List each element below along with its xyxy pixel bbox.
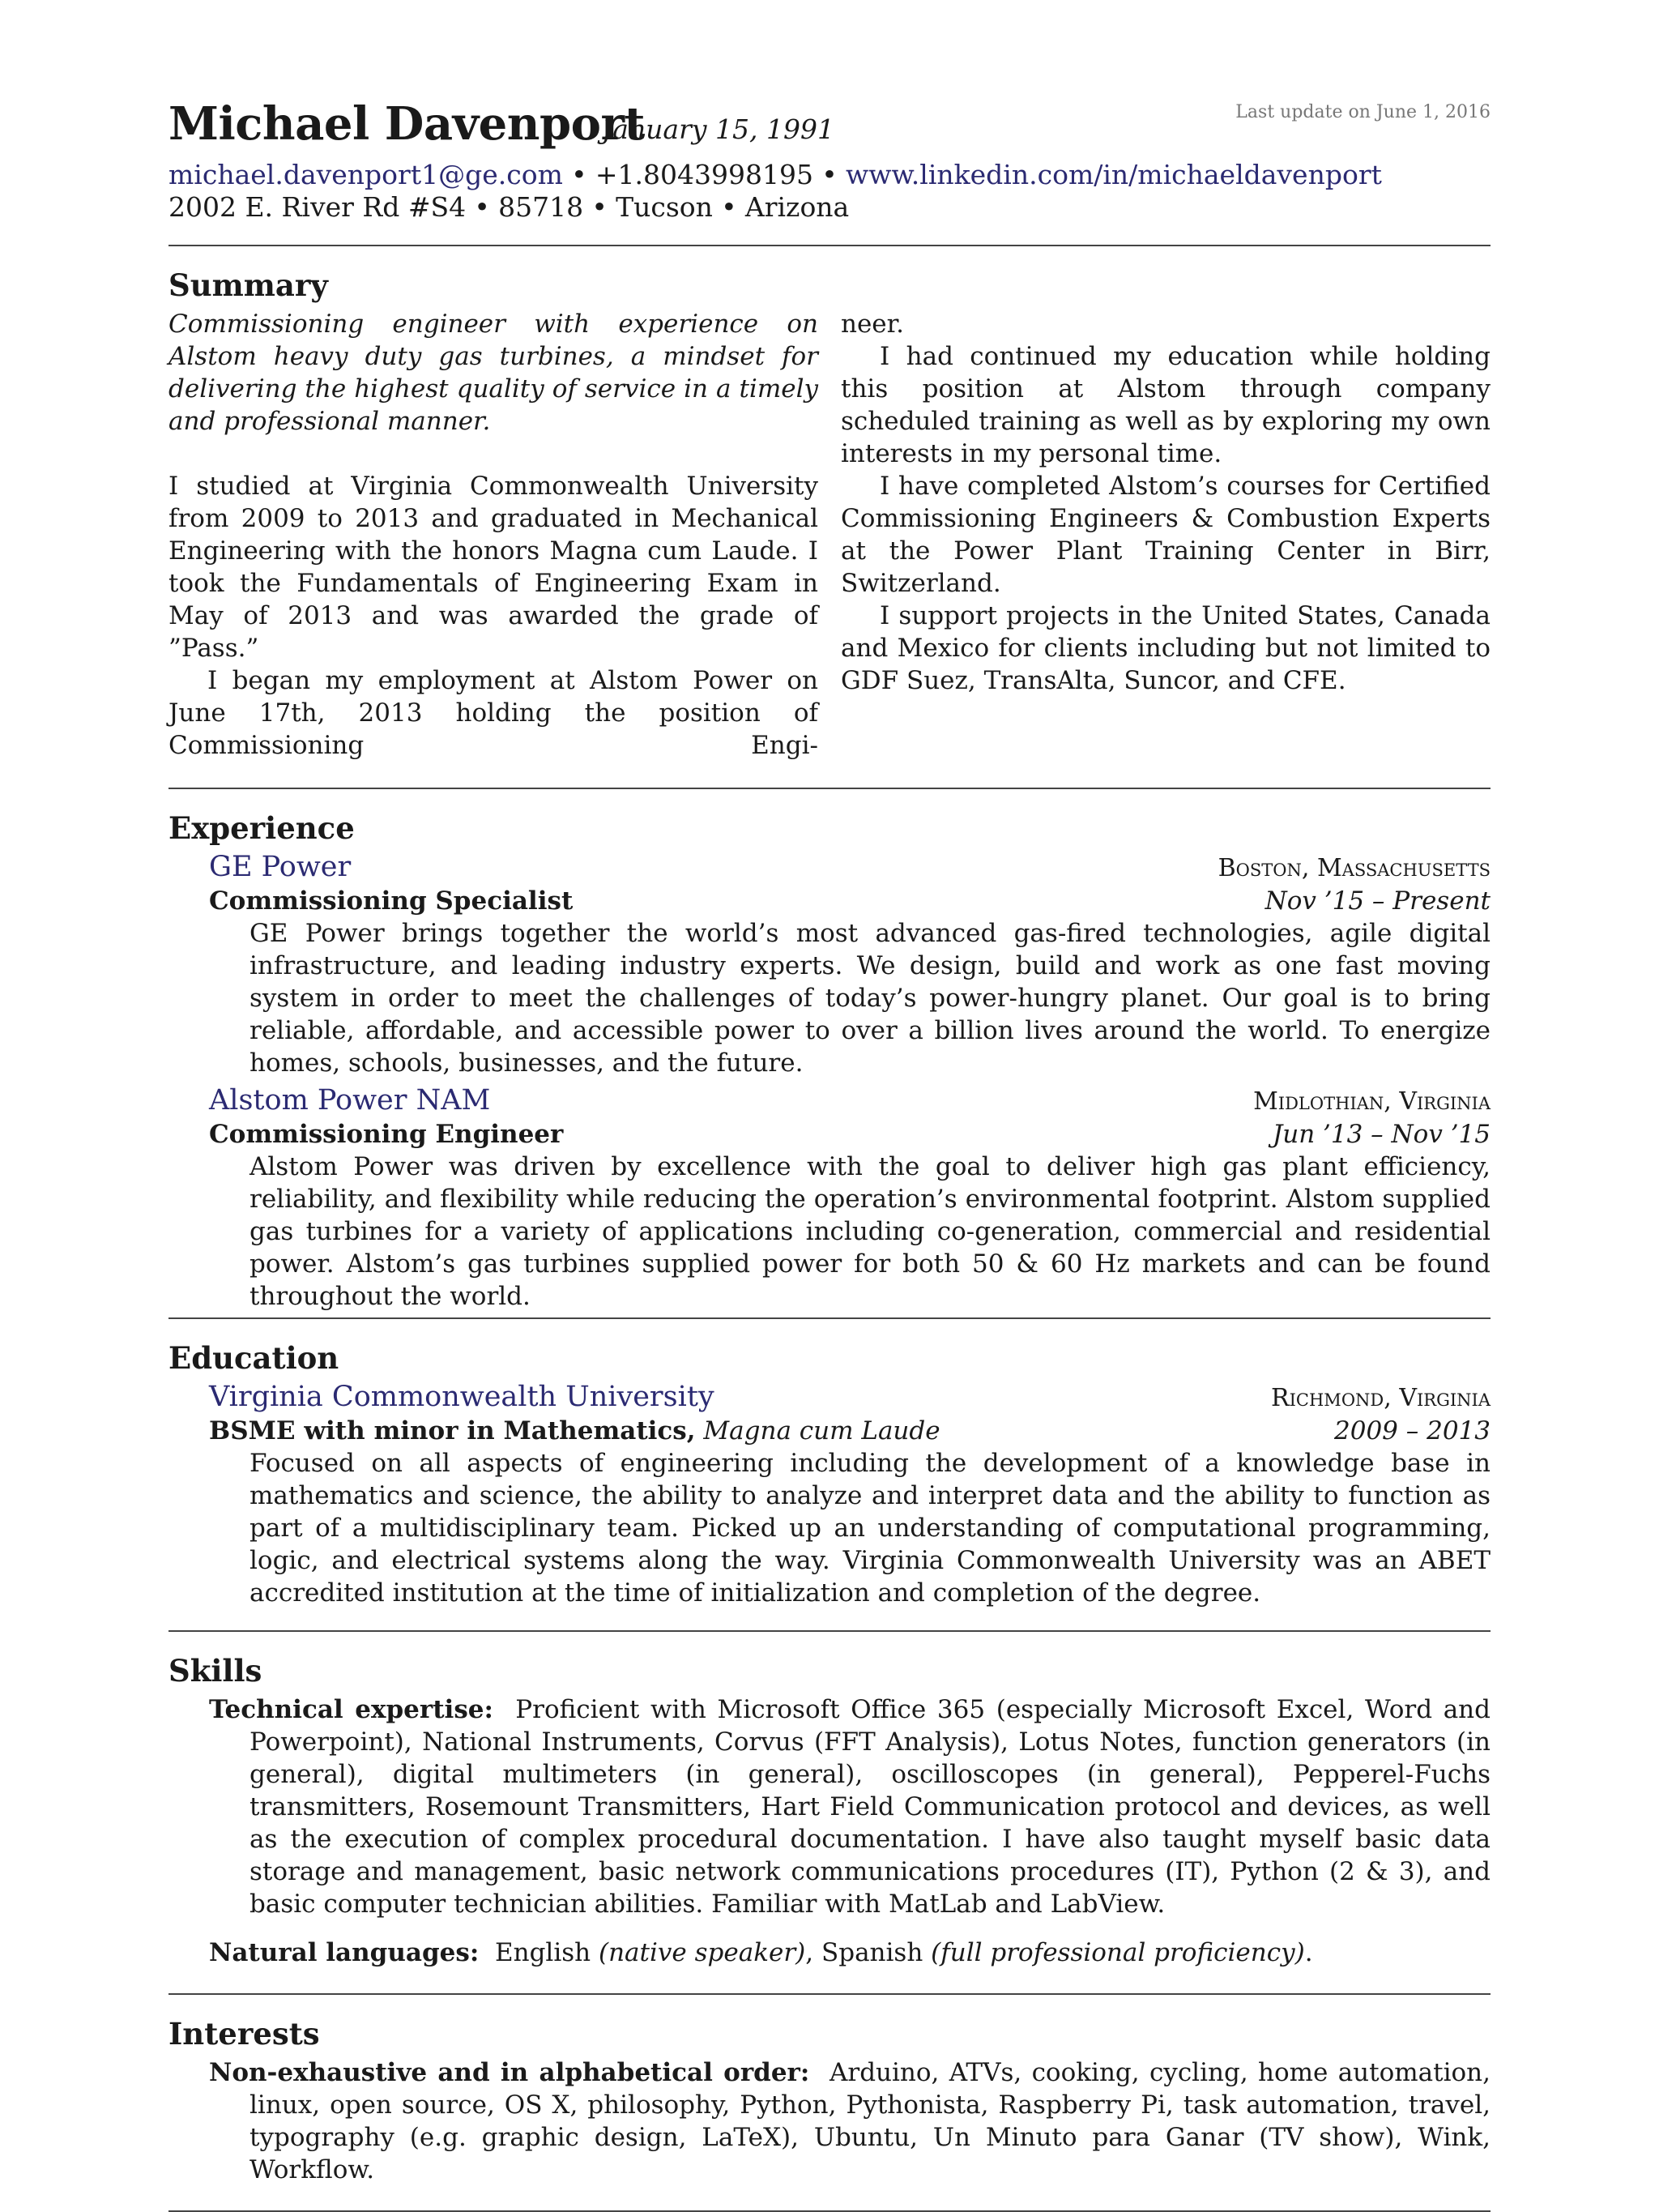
language-2: Spanish <box>821 1938 923 1967</box>
role-row <box>209 1118 1491 1151</box>
summary-paragraph: neer. <box>841 310 904 339</box>
summary-lead: Commissioning engineer with experience on Alstom heavy duty gas turbines, a mindset for delivering the highest quality of service in a timely and professional manner. <box>168 310 818 436</box>
company-name[interactable]: GE Power <box>209 851 352 883</box>
company-name[interactable]: Alstom Power NAM <box>209 1084 491 1117</box>
company-location: Boston, Massachusetts <box>1218 854 1491 882</box>
contact-line <box>168 159 1491 191</box>
job-title: Commissioning Engineer <box>209 1120 564 1149</box>
honors: Magna cum Laude <box>703 1416 940 1445</box>
degree: BSME with minor in Mathematics, <box>209 1416 696 1445</box>
bullet-separator: • <box>821 159 838 190</box>
summary-paragraph: I support projects in the United States, Canada and Mexico for clients including but not limited to GDF Suez, TransAlta, Suncor, and CFE. <box>841 601 1491 695</box>
bullet-separator: • <box>591 191 608 223</box>
section-title-education: Education <box>168 1340 339 1376</box>
role-row <box>209 885 1491 917</box>
job-title: Commissioning Specialist <box>209 886 574 916</box>
date-of-birth: January 15, 1991 <box>602 113 834 145</box>
job-description: GE Power brings together the world’s most advanced gas-fired technologies, agile digital infrastructure, and leading industry experts. We design, build and work as one fast moving system in order to meet the challenges of today’s power-hungry planet. Our goal is to bring reliable, affordable, and accessible power to over a billion lives around the world. To energize homes, schools, businesses, and the future. <box>249 919 1491 1078</box>
state: Arizona <box>744 191 850 223</box>
section-title-skills: Skills <box>168 1653 262 1689</box>
section-title-experience: Experience <box>168 810 355 846</box>
summary-body <box>168 308 1491 762</box>
phone-number: +1.8043998195 <box>595 159 813 190</box>
skill-label: Natural languages: <box>209 1938 480 1967</box>
person-name: Michael Davenport <box>168 97 645 151</box>
job-description: Alstom Power was driven by excellence with the goal to deliver high gas plant efficiency, reliability, and flexibility while reducing the operation’s environmental footprint. Alstom supplied gas turbines for a variety of applications including co-generation, commercial and residential power. Alstom’s gas turbines supplied power for both 50 & 60 Hz markets and can be found throughout the world. <box>249 1152 1491 1311</box>
summary-left-column <box>168 308 818 762</box>
language-1-level: (native speaker) <box>599 1938 806 1967</box>
email-link[interactable]: michael.davenport1@ge.com <box>168 159 563 190</box>
summary-right-column <box>841 308 1491 762</box>
bullet-separator: • <box>474 191 490 223</box>
interests-list <box>209 2056 1491 2186</box>
skill-languages: Natural languages: English (native speaker), Spanish (full professional proficiency). <box>209 1938 1313 1967</box>
bullet-separator: • <box>721 191 737 223</box>
job-dates: Nov ’15 – Present <box>1265 886 1491 916</box>
school-location: Richmond, Virginia <box>1271 1384 1491 1412</box>
header <box>168 96 1491 154</box>
divider <box>168 245 1491 246</box>
skill-text: Proficient with Microsoft Office 365 (especially Microsoft Excel, Word and Powerpoint), National Instruments, Corvus (FFT Analysis), Lotus Notes, function generators (in general), digital multimeters (in general), oscilloscopes (in general), Pepperel-Fuchs transmitters, Rosemount Transmitters, Hart Field Communication protocol and devices, as well as the execution of complex procedural documentation. I have also taught myself basic data storage and management, basic network communications procedures (IT), Python (2 & 3), and basic computer technician abilities. Familiar with MatLab and LabView. <box>249 1695 1491 1919</box>
summary-paragraph: I have completed Alstom’s courses for Certified Commissioning Engineers & Combustion Experts at the Power Plant Training Center in Birr, Switzerland. <box>841 472 1491 598</box>
summary-paragraph: I began my employment at Alstom Power on June 17th, 2013 holding the position of Commissioning Engi- <box>168 666 818 760</box>
degree-row <box>209 1415 1491 1447</box>
experience-entry <box>209 1084 1491 1118</box>
linkedin-link[interactable]: www.linkedin.com/in/michaeldavenport <box>845 159 1382 190</box>
language-2-level: (full professional proficiency) <box>931 1938 1305 1967</box>
section-title-summary: Summary <box>168 267 328 303</box>
school-name[interactable]: Virginia Commonwealth University <box>209 1381 714 1413</box>
divider <box>168 788 1491 789</box>
language-1: English <box>494 1938 591 1967</box>
city: Tucson <box>616 191 713 223</box>
zip: 85718 <box>498 191 584 223</box>
education-entry <box>209 1381 1491 1415</box>
street: 2002 E. River Rd #S4 <box>168 191 467 223</box>
skill-label: Technical expertise: <box>209 1695 493 1724</box>
company-location: Midlothian, Virginia <box>1253 1087 1491 1116</box>
divider <box>168 1993 1491 1995</box>
education-dates: 2009 – 2013 <box>1334 1416 1491 1445</box>
skill-technical <box>209 1693 1491 1920</box>
experience-entry <box>209 851 1491 885</box>
bullet-separator: • <box>571 159 587 190</box>
last-update: Last update on June 1, 2016 <box>1235 102 1491 122</box>
education-description: Focused on all aspects of engineering including the development of a knowledge base in mathematics and science, the ability to analyze and interpret data and the ability to function as part of a multidisciplinary team. Picked up an understanding of computational programming, logic, and electrical systems along the way. Virginia Commonwealth University was an ABET accredited institution at the time of initialization and completion of the degree. <box>249 1449 1491 1608</box>
interests-label: Non-exhaustive and in alphabetical order: <box>209 2058 810 2087</box>
divider <box>168 1630 1491 1632</box>
section-title-interests: Interests <box>168 2016 320 2052</box>
summary-paragraph: I studied at Virginia Commonwealth University from 2009 to 2013 and graduated in Mechanical Engineering with the honors Magna cum Laude. I took the Fundamentals of Engineering Exam in May of 2013 and was awarded the grade of ”Pass.” <box>168 472 818 663</box>
interests-text: Arduino, ATVs, cooking, cycling, home automation, linux, open source, OS X, philosophy, Python, Pythonista, Raspberry Pi, task automation, travel, typography (e.g. graphic design, LaTeX), Ubuntu, Un Minuto para Ganar (TV show), Wink, Workflow. <box>249 2058 1491 2184</box>
address-line <box>168 191 1491 224</box>
divider <box>168 1317 1491 1319</box>
resume-page <box>168 96 1491 2212</box>
summary-paragraph: I had continued my education while holding this position at Alstom through company scheduled training as well as by exploring my own interests in my personal time. <box>841 342 1491 468</box>
job-dates: Jun ’13 – Nov ’15 <box>1272 1120 1491 1149</box>
